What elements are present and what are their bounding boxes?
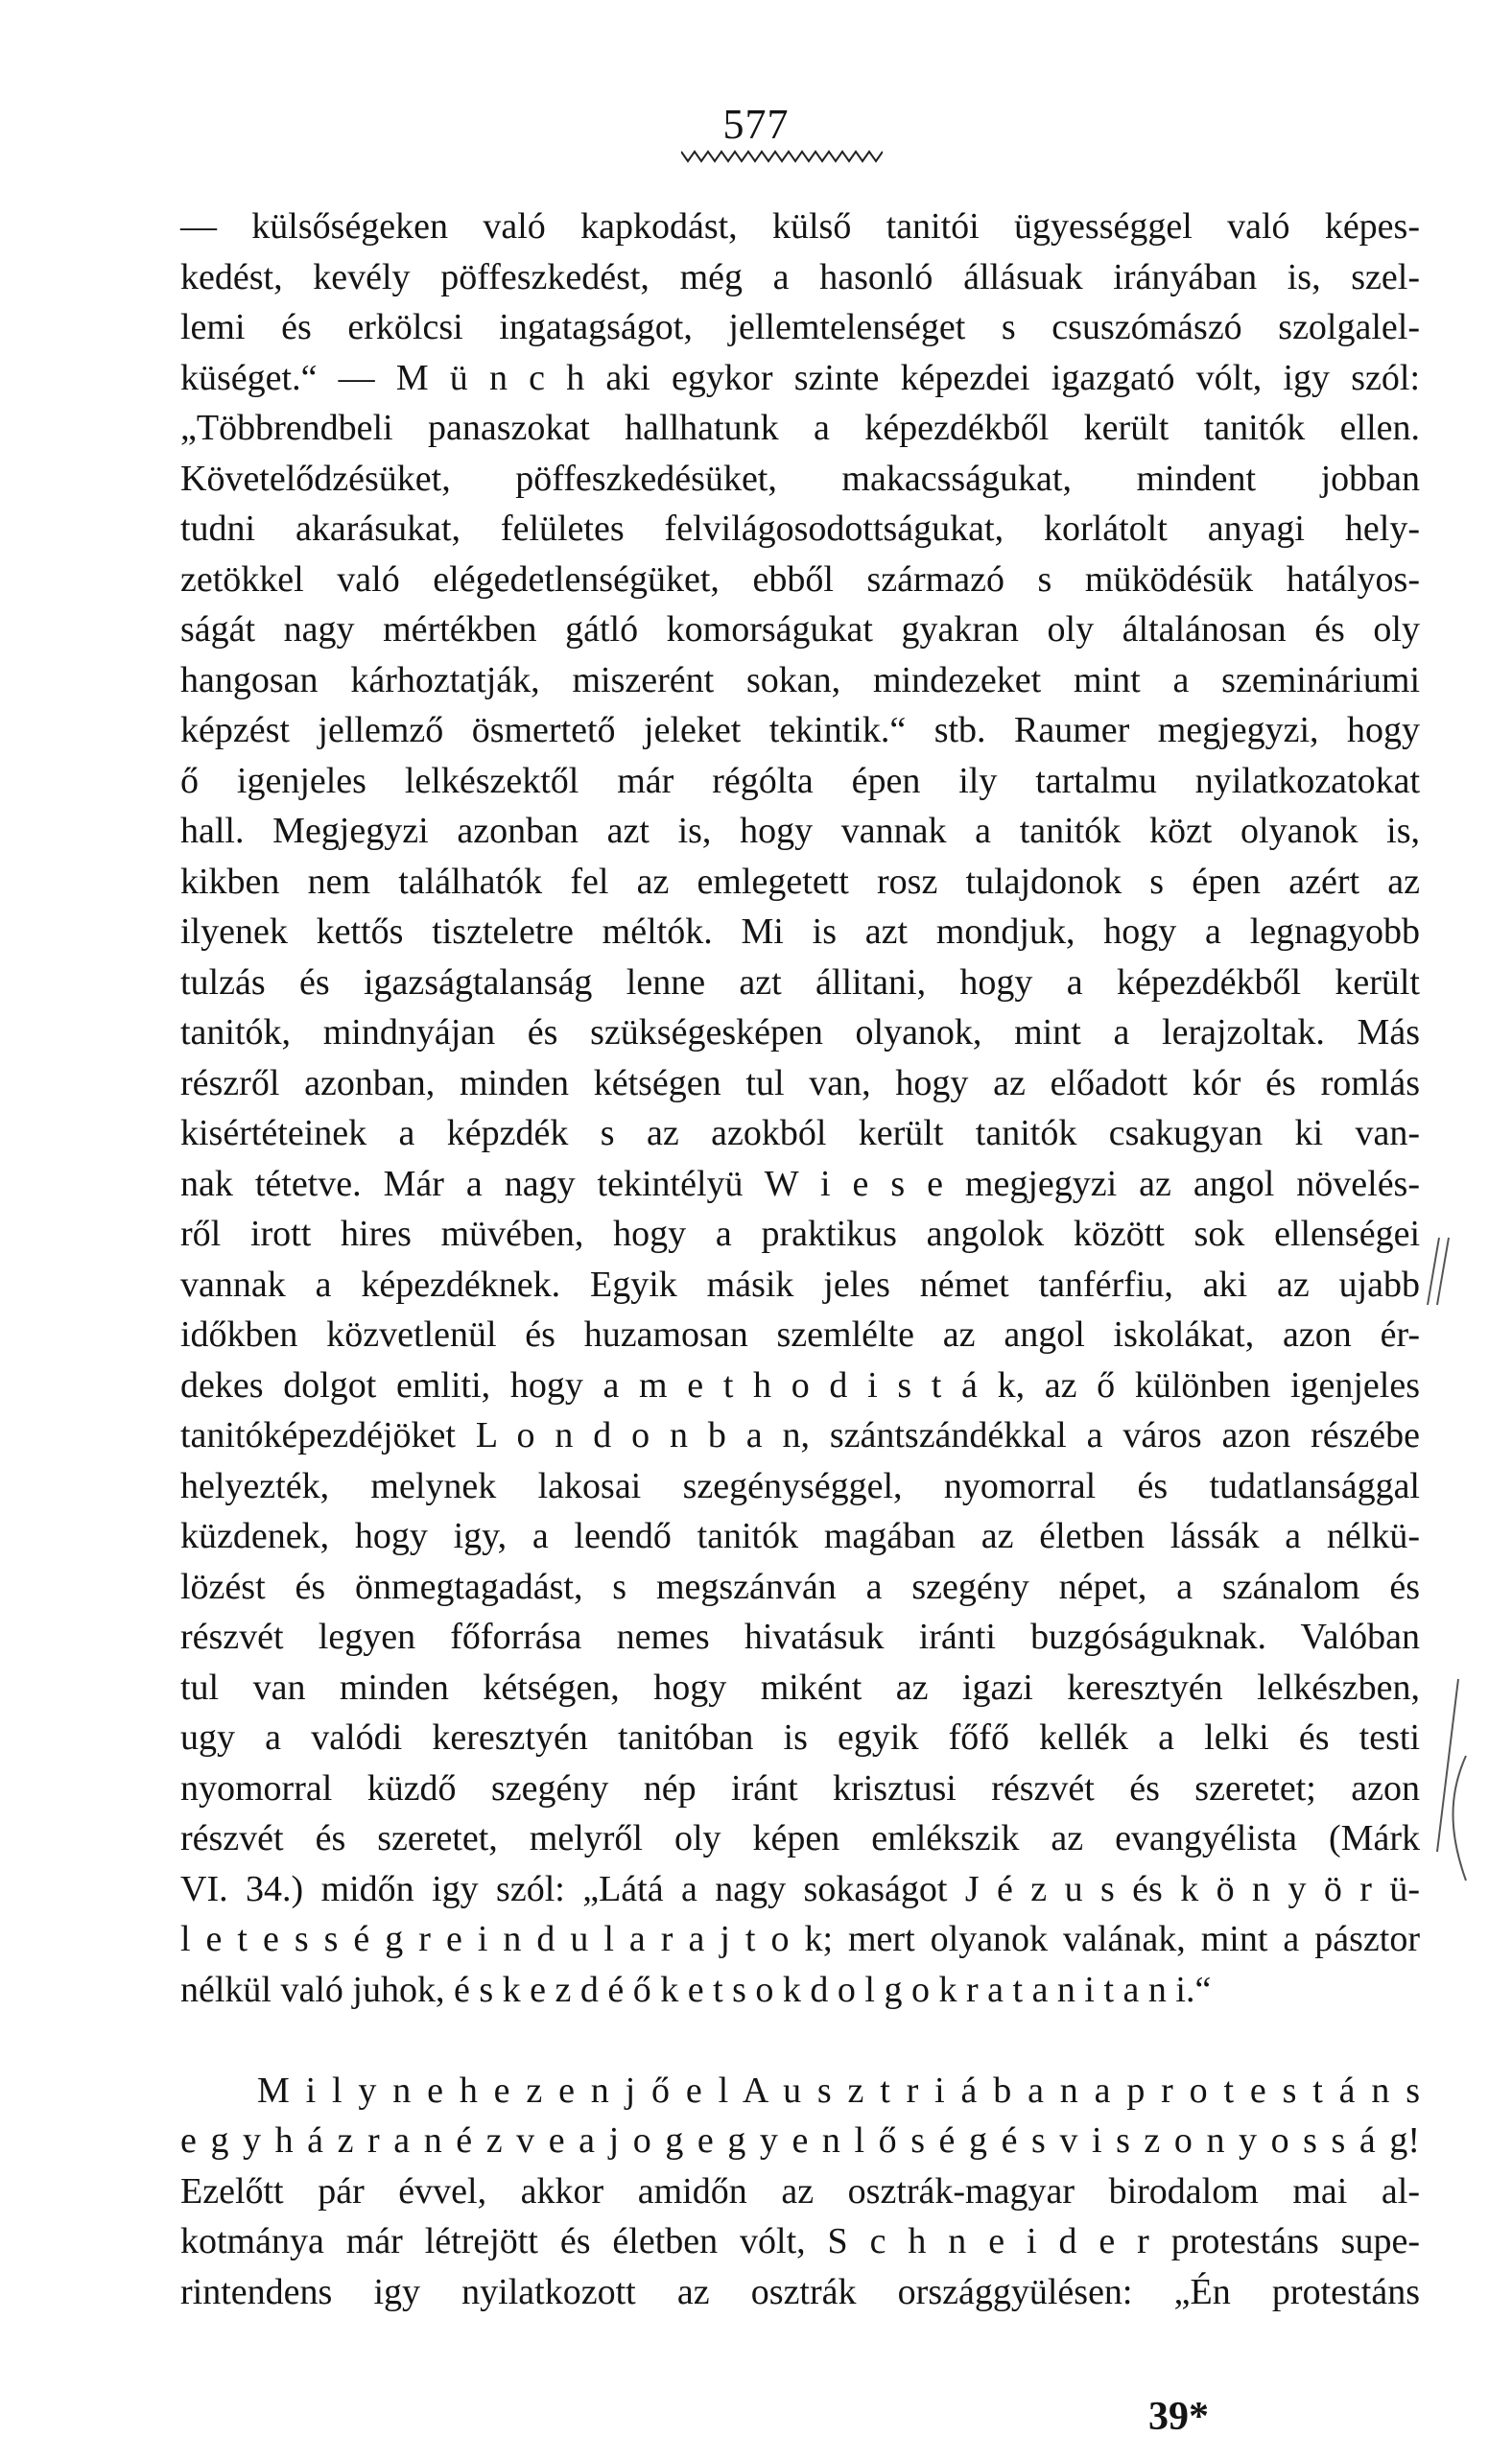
text-line: rintendens igy nyilatkozott az osztrák országgyülésen: „Én protestáns (180, 2271, 1420, 2312)
text-line: részvét legyen főforrása nemes hivatásuk iránti buzgóságuknak. Valóban (180, 1617, 1420, 1657)
text-line: nak tétetve. Már a nagy tekintélyü W i e s e megjegyzi az angol növelés- (180, 1163, 1420, 1204)
text-line: dekes dolgot emliti, hogy a m e t h o d i s t á k, az ő különben igenjeles (180, 1364, 1420, 1406)
text-line: képzést jellemző ösmertető jeleket tekintik.“ stb. Raumer megjegyzi, hogy (180, 710, 1420, 750)
text-line: lözést és önmegtagadást, s megszánván a szegény népet, a szánalom és (180, 1566, 1420, 1607)
paragraph-2 (180, 2066, 1420, 2318)
text-line: időkben közvetlenül és huzamosan szemlélte az angol iskolákat, azon ér- (180, 1314, 1420, 1355)
text-line: hangosan kárhoztatják, miszerént sokan, mindezeket mint a szemináriumi (180, 659, 1420, 700)
text-line: nyomorral küzdő szegény nép iránt krisztusi részvét és szeretet; azon (180, 1767, 1420, 1809)
text-line: ságát nagy mértékben gátló komorságukat gyakran oly általánosan és oly (180, 609, 1420, 650)
text-line: ő igenjeles lelkészektől már régólta épen ily tartalmu nyilatkozatokat (180, 760, 1420, 801)
text-line: kotmánya már létrejött és életben vólt, S c h n e i d e r protestáns supe- (180, 2221, 1420, 2261)
text-line: nélkül való juhok, é s k e z d é ő k e t s o k d o l g o k r a t a n i t a n i.“ (180, 1969, 1212, 2010)
text-line: Ezelőtt pár évvel, akkor amidőn az osztrák-magyar birodalom mai al- (180, 2170, 1420, 2212)
paragraph-1 (180, 201, 1420, 2015)
text-line: tanitók, mindnyájan és szükségesképen olyanok, mint a lerajzoltak. Más (180, 1012, 1420, 1053)
text-line: lemi és erkölcsi ingatagságot, jellemtelenséget s csuszómászó szolgalel- (180, 307, 1420, 347)
text-line: kisértéteinek a képzdék s az azokból került tanitók csakugyan ki van- (180, 1113, 1420, 1153)
text-line: zetökkel való elégedetlenségüket, ebből származó s müködésük hatályos- (180, 558, 1420, 600)
text-line: „Többrendbeli panaszokat hallhatunk a képezdékből került tanitók ellen. (180, 408, 1420, 448)
text-line: Követelődzésüket, pöffeszkedésüket, makacsságukat, mindent jobban (180, 458, 1420, 499)
body-text (180, 201, 1420, 2317)
text-line: l e t e s s é g r e i n d u l a r a j t o k; mert olyanok valának, mint a pásztor (180, 1919, 1420, 1959)
text-line: részről azonban, minden kétségen tul van, hogy az előadott kór és romlás (180, 1062, 1420, 1103)
text-line: kedést, kevély pöffeszkedést, még a hasonló állásuak irányában is, szel- (180, 256, 1420, 297)
page-number-flourish (681, 150, 883, 163)
text-line: tulzás és igazságtalanság lenne azt állitani, hogy a képezdékből került (180, 961, 1420, 1003)
paragraph-gap (180, 2015, 1420, 2066)
text-line: VI. 34.) midőn igy szól: „Látá a nagy sokaságot J é z u s és k ö n y ö r ü- (180, 1868, 1420, 1909)
text-line: kikben nem találhatók fel az emlegetett rosz tulajdonok s épen azért az (180, 861, 1420, 902)
text-line: küzdenek, hogy igy, a leendő tanitók magában az életben lássák a nélkü- (180, 1516, 1420, 1556)
text-line: vannak a képezdéknek. Egyik másik jeles német tanférfiu, aki az ujabb (180, 1264, 1420, 1305)
text-line: tanitóképezdéjöket L o n d o n b a n, szántszándékkal a város azon részébe (180, 1415, 1420, 1455)
margin-pencil-marks (1420, 1219, 1512, 1948)
text-line: — külsőségeken való kapkodást, külső tanitói ügyességgel való képes- (180, 206, 1420, 247)
text-line: tudni akarásukat, felületes felvilágosodottságukat, korlátolt anyagi hely- (180, 509, 1420, 549)
text-line: ugy a valódi keresztyén tanitóban is egyik főfő kellék a lelki és testi (180, 1717, 1420, 1758)
text-line: e g y h á z r a n é z v e a j o g e g y e n l ő s é g é s v i s z o n y o s s á g! (180, 2120, 1420, 2161)
signature-mark: 39* (1148, 2395, 1209, 2439)
text-line: M i l y n e h e z e n j ő e l A u s z t r i á b a n a p r o t e s t á n s (257, 2070, 1420, 2111)
text-line: részvét és szeretet, melyről oly képen emlékszik az evangyélista (Márk (180, 1818, 1420, 1858)
page-number: 577 (722, 101, 790, 148)
text-line: tul van minden kétségen, hogy miként az igazi keresztyén lelkészben, (180, 1667, 1420, 1708)
text-line: ilyenek kettős tiszteletre méltók. Mi is azt mondjuk, hogy a legnagyobb (180, 911, 1420, 952)
text-line: hall. Megjegyzi azonban azt is, hogy vannak a tanitók közt olyanok is, (180, 811, 1420, 851)
text-line: ről irott hires müvében, hogy a praktikus angolok között sok ellenségei (180, 1214, 1420, 1254)
text-line: küséget.“ — M ü n c h aki egykor szinte képezdei igazgató vólt, igy szól: (180, 357, 1420, 398)
text-line: helyezték, melynek lakosai szegénységgel, nyomorral és tudatlansággal (180, 1465, 1420, 1506)
